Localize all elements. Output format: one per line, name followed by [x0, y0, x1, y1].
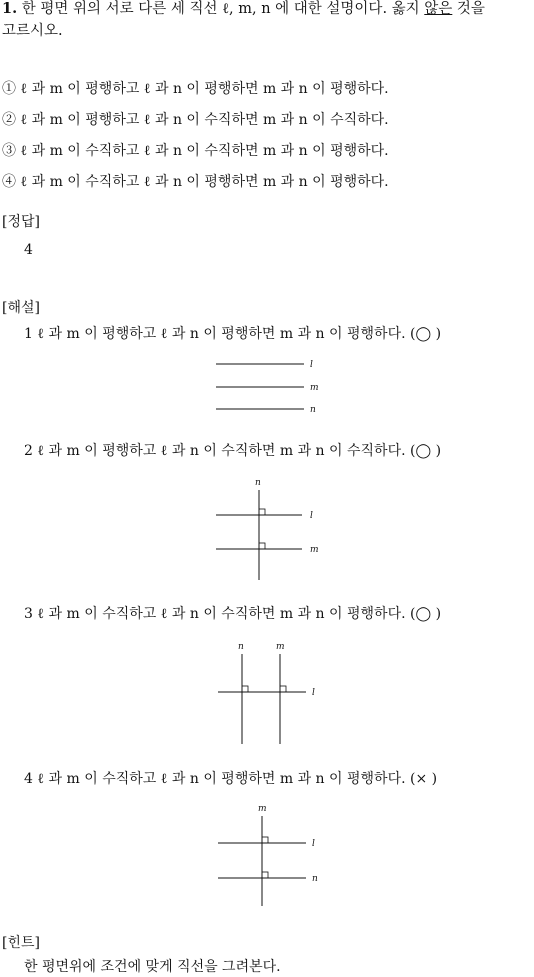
explanation-label: [해설] — [2, 300, 40, 316]
figure-4-counterexample — [210, 802, 330, 912]
underlined-word: 않은 — [424, 1, 453, 17]
label-m: m — [258, 804, 267, 814]
label-n: n — [238, 642, 244, 652]
hint-label: [힌트] — [2, 935, 40, 951]
explanation-item-3: 3 ℓ 과 m 이 수직하고 ℓ 과 n 이 수직하면 m 과 n 이 평행하다. (◯ ) — [24, 606, 442, 622]
label-n: n — [255, 478, 261, 488]
question-line-2: 고르시오. — [2, 23, 63, 39]
choice-3[interactable] — [2, 142, 389, 160]
label-m: m — [310, 545, 319, 555]
label-l: l — [310, 511, 313, 521]
choice-mark: ① — [2, 81, 16, 97]
choice-text: ℓ 과 m 이 평행하고 ℓ 과 n 이 수직하면 m 과 n 이 수직하다. — [20, 112, 389, 128]
label-l: l — [312, 839, 315, 849]
choice-mark: ③ — [2, 143, 16, 159]
question-line-1 — [2, 0, 485, 18]
choice-text: ℓ 과 m 이 수직하고 ℓ 과 n 이 평행하면 m 과 n 이 평행하다. — [20, 174, 389, 190]
right-angle-mark — [259, 509, 265, 515]
choice-2[interactable] — [2, 111, 389, 129]
choice-mark: ② — [2, 112, 16, 128]
explanation-item-4: 4 ℓ 과 m 이 수직하고 ℓ 과 n 이 평행하면 m 과 n 이 평행하다. (× ) — [24, 771, 438, 787]
label-m: m — [276, 642, 285, 652]
label-n: n — [312, 874, 318, 884]
right-angle-mark — [262, 872, 268, 878]
right-angle-mark — [280, 686, 286, 692]
figure-3-two-perpendiculars — [210, 640, 330, 750]
choice-4[interactable] — [2, 173, 389, 191]
right-angle-mark — [262, 837, 268, 843]
question-number: 1. — [2, 0, 18, 17]
label-n: n — [310, 405, 316, 415]
explanation-item-2: 2 ℓ 과 m 이 평행하고 ℓ 과 n 이 수직하면 m 과 n 이 수직하다. (◯ ) — [24, 443, 442, 459]
question-text: 한 평면 위의 서로 다른 세 직선 ℓ, m, n 에 대한 설명이다. 옳지 — [21, 1, 420, 17]
choice-text: ℓ 과 m 이 평행하고 ℓ 과 n 이 평행하면 m 과 n 이 평행하다. — [20, 81, 389, 97]
answer-label: [정답] — [2, 214, 40, 230]
choice-1[interactable] — [2, 80, 389, 98]
label-l: l — [310, 360, 313, 370]
right-angle-mark — [242, 686, 248, 692]
label-m: m — [310, 383, 319, 393]
hint-text: 한 평면위에 조건에 맞게 직선을 그려본다. — [24, 959, 281, 975]
explanation-item-1: 1 ℓ 과 m 이 평행하고 ℓ 과 n 이 평행하면 m 과 n 이 평행하다. (◯ ) — [24, 326, 442, 342]
answer-value: 4 — [24, 242, 33, 258]
question-text-end: 것을 — [456, 1, 485, 17]
choice-mark: ④ — [2, 174, 16, 190]
figure-1-parallel-lines — [210, 356, 330, 416]
figure-2-perpendicular-lines — [210, 476, 330, 586]
right-angle-mark — [259, 543, 265, 549]
label-l: l — [312, 688, 315, 698]
choice-text: ℓ 과 m 이 수직하고 ℓ 과 n 이 수직하면 m 과 n 이 평행하다. — [20, 143, 389, 159]
